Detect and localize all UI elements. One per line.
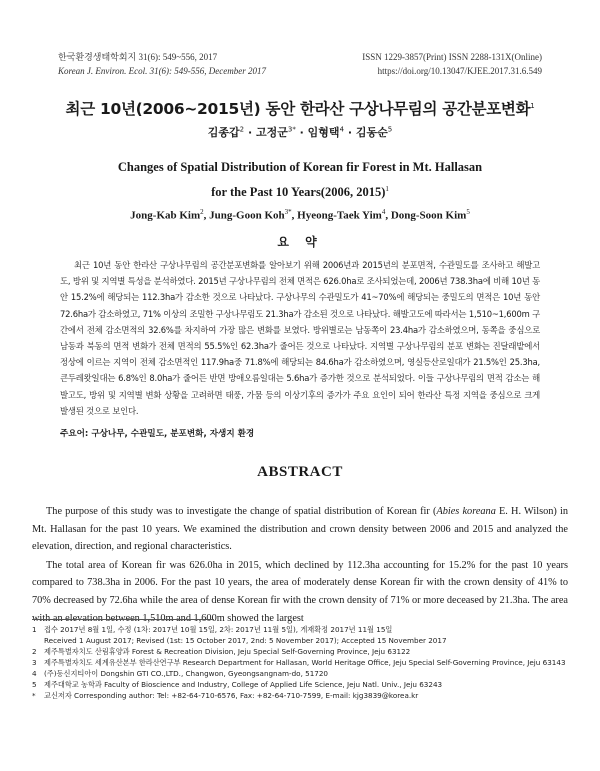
title-english	[0, 156, 600, 203]
footnote-corresponding	[32, 690, 572, 701]
species-name: Abies koreana	[436, 506, 496, 517]
author-en: Jung-Goon Koh	[209, 209, 285, 222]
author-sup: 4	[381, 208, 386, 216]
footnote-text	[44, 657, 572, 668]
footnote-line: 제주대학교 농학과 Faculty of Bioscience and Industry, College of Applied Life Science, Jeju Natl. Univ., Jeju 63243	[44, 680, 443, 689]
author-en: Hyeong-Taek Yim	[297, 209, 382, 222]
author-ko: 임형택	[307, 126, 340, 139]
footnote-line: 제주특별자치도 세계유산본부 한라산연구부 Research Department for Hallasan, World Heritage Office, Jeju Special Self-Governing Province, Jeju 63143	[44, 658, 566, 667]
authors-english	[0, 208, 600, 222]
title-korean	[0, 97, 600, 119]
title-english-line2-wrap	[0, 178, 600, 203]
author-sup: 2	[200, 208, 204, 216]
journal-citation-ko: 한국환경생태학회지 31(6): 549~556, 2017	[58, 52, 218, 62]
footnote-mark: *	[32, 691, 36, 700]
abstract-paragraph-1	[32, 503, 568, 556]
footnote-line: (주)동신지티아이 Dongshin GTI CO.,LTD., Changwon, Gyeongsangnam-do, 51720	[44, 669, 329, 678]
footnote-text	[44, 646, 572, 657]
footnote-1	[32, 624, 572, 646]
journal-citation-en: Korean J. Environ. Ecol. 31(6): 549-556, December 2017	[58, 66, 267, 76]
footnote-mark: 1	[32, 625, 37, 634]
title-english-footnote-mark: 1	[385, 185, 389, 193]
author-en: Dong-Soon Kim	[390, 209, 467, 222]
footnote-5	[32, 679, 572, 690]
author-sup: 3*	[287, 125, 296, 134]
abstract-paragraph-2: The total area of Korean fir was 626.0ha in 2015, which declined by 112.3ha accounting for 15.2% for the past 10 years compared to 738.3ha in 2006. For the past 10 years, the area of moderately dense Korean fir with the crown density of 41% to 70% decreased by 72.6ha while the area of dense Korean fir with the crown density of 71% or more deceased by 21.3ha. The area with an elevation between 1,510m and 1,600m showed the largest	[32, 559, 568, 624]
author-sup: 3*	[284, 208, 292, 216]
footnote-text	[44, 668, 572, 679]
footnote-line: Received 1 August 2017; Revised (1st: 15 October 2017, 2nd: 5 November 2017); Accepted 15 November 2017	[44, 636, 447, 645]
footnote-divider	[32, 619, 214, 620]
issn-line: ISSN 1229-3857(Print) ISSN 2288-131X(Online)	[362, 52, 542, 62]
summary-heading: 요 약	[277, 235, 323, 249]
footnote-text	[44, 624, 572, 646]
abstract-heading: ABSTRACT	[257, 464, 343, 480]
footnote-3	[32, 657, 572, 668]
doi-link[interactable]: https://doi.org/10.13047/KJEE.2017.31.6.549	[377, 66, 542, 76]
footnote-line: 접수 2017년 8월 1일, 수정 (1차: 2017년 10월 15일, 2차: 2017년 11월 5일), 게재확정 2017년 11월 15일	[44, 625, 393, 634]
footnote-4	[32, 668, 572, 679]
keywords-korean: 주요어: 구상나무, 수관밀도, 분포변화, 자생지 환경	[60, 429, 255, 439]
footnote-2	[32, 646, 572, 657]
footnote-mark: 2	[32, 647, 37, 656]
author-sep: ·	[295, 126, 308, 139]
summary-korean: 최근 10년 동안 한라산 구상나무림의 공간분포변화를 알아보기 위해 2006년과 2015년의 분포면적, 수관밀도를 조사하고 해발고도, 방위 및 지역별 특성을 분석하였다. 2015년 구상나무림의 전체 면적은 626.0ha로 조사되었는데, 2006년 738.3ha에 비해 10년 동안 15.2%에 해당되는 112.3ha가 감소한 것으로 나타났다. 구상나무의 수관밀도가 41~70%에 해당되는 중밀도의 면적은 10년 동안 72.6ha가 감소하였고, 71% 이상의 조밀한 구상나무림도 21.3ha가 감소된 것으로 나타났다. 해발고도에 따라서는 1,510~1,600m 구간에서 전체 감소면적의 32.6%를 차지하여 가장 많은 변화를 보였다. 방위별로는 남동쪽이 23.4ha가 감소하였으며, 동쪽을 중심으로 남동과 북동의 면적 변화가 전체 면적의 55.5%인 62.3ha가 줄어든 것으로 나타났다. 지역별 구상나무림의 분포 변화는 진달래밭에서 정상에 이르는 지역이 전체 감소면적인 117.9ha중 71.8%에 해당되는 84.6ha가 감소하였으며, 영실등산로일대가 21.5%인 25.3ha, 큰두레왓일대는 6.8%인 8.0ha가 줄어든 반면 방애오름일대는 5.6ha가 증가한 것으로 분석되었다. 이들 구상나무림의 면적 감소는 해발고도, 방위 및 지역별 변화 상황을 고려하면 태풍, 가뭄 등의 이상기후의 증가가 주요 요인이 되어 한라산 특정 지역을 중심으로 크게 발생된 것으로 보인다.	[60, 260, 540, 416]
author-sep: ·	[344, 126, 356, 139]
abstract-p1-part-b: E. H. Wilson) in Mt. Hallasan for the past 10 years. We examined the distribution and crown density between 2006 and 2015 and analyzed the elevation, direction, and regional characteristics.	[32, 506, 568, 553]
footnotes	[32, 624, 572, 701]
author-en: Jong-Kab Kim	[130, 209, 201, 222]
title-english-line2: for the Past 10 Years(2006, 2015)	[211, 185, 386, 200]
author-sep: ,	[385, 209, 391, 222]
abstract-p1-part-a: The purpose of this study was to investigate the change of spatial distribution of Korean fir (	[46, 506, 437, 517]
footnote-mark: 3	[32, 658, 37, 667]
author-sep: ,	[203, 209, 210, 222]
title-english-line1: Changes of Spatial Distribution of Korean fir Forest in Mt. Hallasan	[117, 160, 483, 174]
footnote-mark: 5	[32, 680, 37, 689]
author-sup: 5	[466, 208, 470, 216]
author-sup: 4	[339, 125, 345, 134]
footnote-text	[44, 679, 572, 690]
footnote-mark: 4	[32, 669, 37, 678]
author-sep: ·	[244, 126, 256, 139]
author-sup: 2	[239, 125, 245, 134]
author-ko: 김동순	[355, 126, 388, 139]
author-sup: 5	[387, 125, 393, 134]
title-korean-footnote-mark: 1	[530, 101, 535, 110]
footnote-line: 제주특별자치도 산림휴양과 Forest & Recreation Division, Jeju Special Self-Governing Province, Jeju 63122	[44, 647, 411, 656]
footnote-line: 교신저자 Corresponding author: Tel: +82-64-710-6576, Fax: +82-64-710-7599, E-mail: kjg3839@korea.kr	[44, 691, 419, 700]
journal-header-right	[362, 50, 542, 78]
author-ko: 김종갑	[207, 126, 240, 139]
footnote-text	[44, 690, 572, 701]
author-ko: 고정군	[255, 126, 288, 139]
authors-korean	[0, 124, 600, 140]
author-sep: ,	[291, 209, 298, 222]
abstract-english	[32, 503, 568, 628]
title-korean-text: 최근 10년(2006~2015년) 동안 한라산 구상나무림의 공간분포변화	[65, 100, 531, 118]
journal-header-left	[58, 50, 266, 78]
